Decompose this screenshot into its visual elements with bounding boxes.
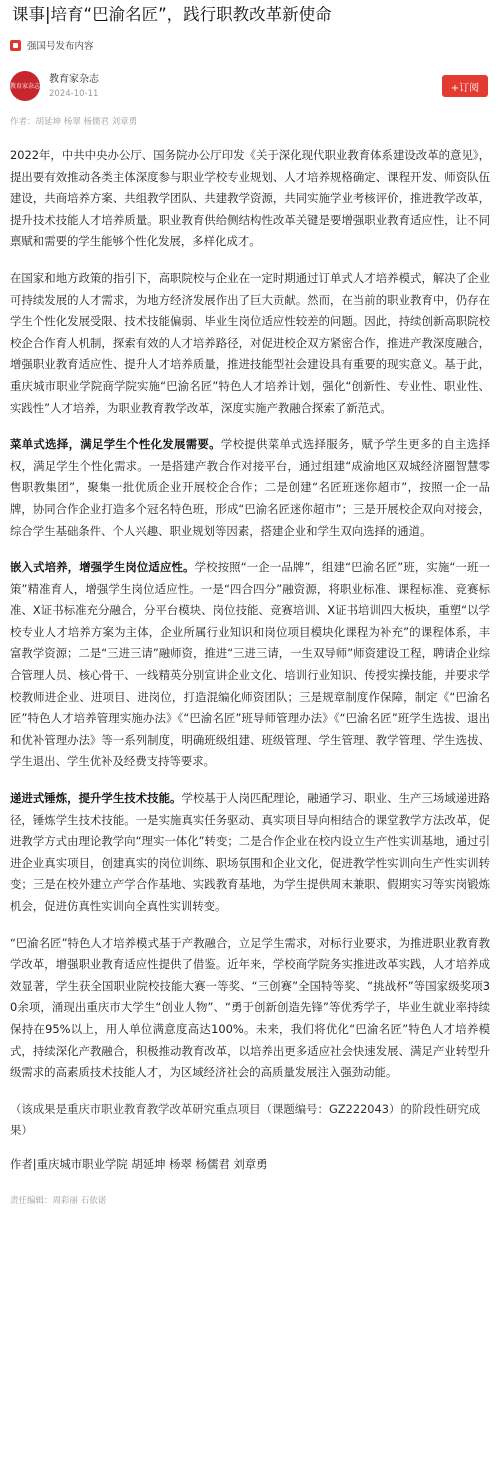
paragraph-5-body: 学校基于人岗匹配理论，融通学习、职业、生产三场域递进路径，锤炼学生技术技能。一是实施真实任务驱动、真实项目导向相结合的课堂教学方法改革，促进教学方式由理论教学向“理实一体化”转变；二是合作企业在校内设立生产性实训基地，通过引进企业真实项目，创建真实的岗位训练、职场氛围和企业文化，促进教学性实训向生产性实训转变；三是在校外建立产学合作基地、实践教育基地，为学生提供周末兼职、假期实习等实岗锻炼机会，促进仿真性实训向全真性实训转变。 [10,791,490,913]
research-note: （该成果是重庆市职业教育教学改革研究重点项目（课题编号：GZ222043）的阶段性研究成果） [10,1101,481,1138]
author-meta [49,73,442,100]
author-line: 作者|重庆城市职业学院 胡延坤 杨翠 杨儒君 刘章勇 [10,1156,268,1171]
paragraph-3-body: 学校提供菜单式选择服务，赋予学生更多的自主选择权，满足学生个性化需求。一是搭建产教合作对接平台，通过组建“成渝地区双城经济圈智慧零售职教集团”，聚集一批优质企业开展校企合作；二是创建“名匠班迷你超市”，按照一企一品牌，协同合作企业打造多个冠名特色班，形成“巴渝名匠迷你超市”；三是开展校企双向对接会，综合学生基础条件、个人兴趣、职业规划等因素，搭建企业和学生双向选择的通道。 [10,437,490,538]
paragraph-4 [10,557,490,773]
paragraph-4-body: 学校按照“一企一品牌”，组建“巴渝名匠”班，实施“一班一策”精准育人，增强学生岗位适应性。一是“四合四分”融资源，将职业标准、课程标准、竞赛标准、X证书标准充分融合，分平台模块、岗位技能、竞赛培训、X证书培训四大板块，重塑“以学校专业人才培养方案为主体，企业所属行业知识和岗位项目模块化课程为补充”的课程体系，丰富教学资源；二是“三进三请”融师资，推进“三进三请，一生双导师”师资建设工程，聘请企业综合管理人员、核心骨干、一线精英分别宣讲企业文化、培训行业知识、传授实操技能，并要求学校教师进企业、进项目、进岗位，打造混编化师资团队；三是规章制度作保障，制定《“巴渝名匠”特色人才培养管理实施办法》《“巴渝名匠”班导师管理办法》《“巴渝名匠”班学生选拔、退出和优补管理办法》等一系列制度，明确班级组建、班级管理、学生管理、教学管理、学生选拔、学生退出、学生优补及经费支持等要求。 [10,560,490,769]
paragraph-5-lead: 递进式锤炼，提升学生技术技能。 [10,791,182,806]
byline: 作者：胡延坤 杨翠 杨儒君 刘章勇 [10,117,138,127]
paragraph-5 [10,788,490,918]
paragraph-6: “巴渝名匠”特色人才培养模式基于产教融合，立足学生需求，对标行业要求，为推进职业教育教学改革，增强职业教育适应性提供了借鉴。近年来，学校商学院务实推进改革实践，人才培养成效显著，学生获全国职业院校技能大赛一等奖、“三创赛”全国特等奖、“挑战杯”等国家级奖项30余项，涌现出重庆市大学生“创业人物”、“勇于创新创造先锋”等优秀学子，毕业生就业率持续保持在95%以上，用人单位满意度高达100%。未来，我们将优化“巴渝名匠”特色人才培养模式，持续深化产教融合，积极推动教育改革，以培养出更多适应社会快速发展、满足产业转型升级需求的高素质技术技能人才，为区域经济社会的高质量发展注入强劲动能。 [10,935,490,1080]
source-label: 强国号发布内容 [27,41,94,52]
xuexi-logo-icon [10,40,21,51]
author-row [10,70,490,102]
publish-date: 2024-10-11 [49,88,99,99]
avatar[interactable]: 教育家杂志 [10,71,40,101]
paragraph-1: 2022年，中共中央办公厅、国务院办公厅印发《关于深化现代职业教育体系建设改革的意见》，提出要有效推动各类主体深度参与职业学校专业规划、人才培养规格确定、课程开发、师资队伍建设，共商培养方案、共组教学团队、共建教学资源，共同实施学业考核评价，推进教学改革，提升技术技能人才培养质量。职业教育供给侧结构性改革关键是要增强职业教育适应性，让不同禀赋和需要的学生能够个性化发展，多样化成才。 [10,148,490,249]
paragraph-2: 在国家和地方政策的指引下，高职院校与企业在一定时期通过订单式人才培养模式，解决了企业可持续发展的人才需求，为地方经济发展作出了巨大贡献。然而，在当前的职业教育中，仍存在学生个性化发展受限、技术技能偏弱、毕业生岗位适应性较差的问题。因此，持续创新高职院校校企合作育人机制，探索有效的人才培养路径，对促进校企双方紧密合作，推进产教深度融合，增强职业教育适应性、提升人才培养质量，推进技能型社会建设具有重要的现实意义。基于此，重庆城市职业学院商学院实施“巴渝名匠”特色人才培养计划，强化“创新性、专业性、职业性、实践性”人才培养，为职业教育教学改革，深度实施产教融合探索了新范式。 [10,270,490,415]
article-title: 课事|培育“巴渝名匠”，践行职教改革新使命 [12,5,332,24]
paragraph-3-lead: 菜单式选择，满足学生个性化发展需要。 [10,437,221,452]
editor-credit: 责任编辑：周彩丽 石依诺 [10,1195,107,1206]
source-row [10,38,490,52]
paragraph-4-lead: 嵌入式培养，增强学生岗位适应性。 [10,560,195,575]
paragraph-3 [10,434,490,542]
author-name[interactable]: 教育家杂志 [49,73,99,85]
subscribe-button[interactable]: +订阅 [442,75,488,97]
